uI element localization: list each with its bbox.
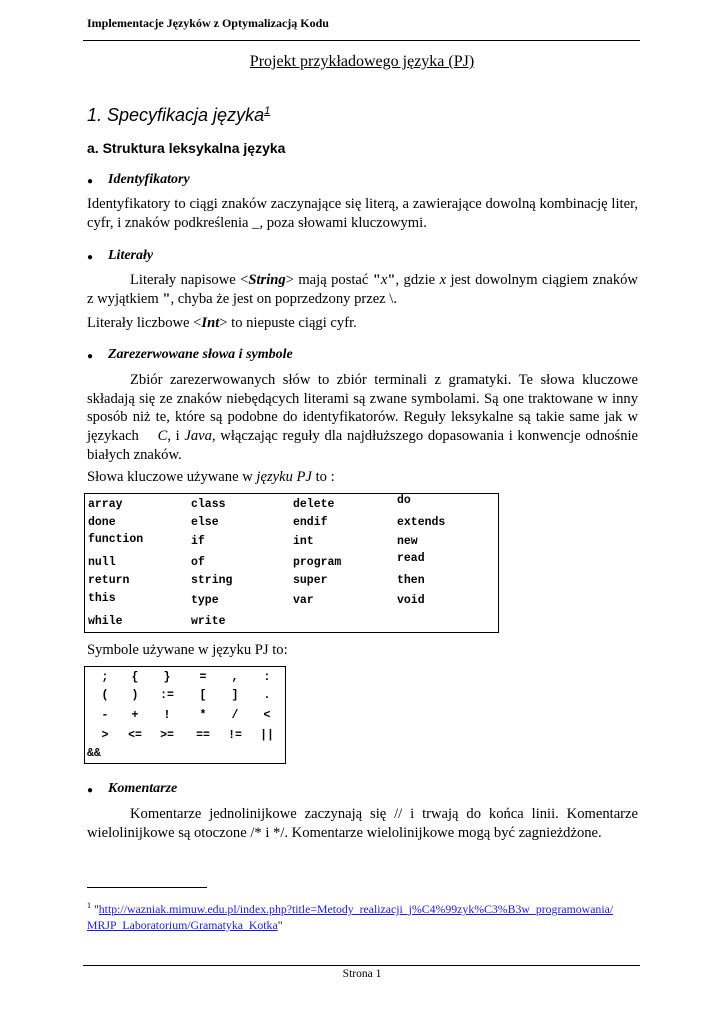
keywords-table (84, 493, 499, 633)
symbol-cell: , (231, 671, 239, 684)
symbols-table (84, 666, 286, 764)
symbol-cell: < (263, 709, 271, 722)
keyword-cell: var (293, 594, 314, 607)
symbol-cell: > (101, 729, 109, 742)
keyword-cell: do (397, 494, 411, 507)
keyword-cell: new (397, 535, 418, 548)
symbol-cell: := (160, 689, 174, 702)
bullet-komentarze (87, 781, 177, 800)
page-title: Projekt przykładowego języka (PJ) (249, 53, 475, 70)
literaly-paragraph-2: Literały liczbowe <Int> to niepuste ciągi cyfr. (87, 315, 357, 331)
symbol-cell: [ (199, 689, 207, 702)
keyword-cell: int (293, 535, 314, 548)
footer-rule (83, 965, 640, 966)
symbol-cell: >= (160, 729, 174, 742)
symbol-cell: } (163, 671, 171, 684)
section-heading-text: 1. Specyfikacja języka (87, 105, 265, 125)
keyword-cell: then (397, 574, 425, 587)
keyword-cell: program (293, 556, 342, 569)
symbol-cell: = (199, 671, 207, 684)
symbol-cell: / (231, 709, 239, 722)
symbol-cell: ) (131, 689, 139, 702)
keyword-cell: null (88, 556, 116, 569)
symbol-cell: - (101, 709, 109, 722)
section-heading (87, 105, 270, 126)
footnote: $^1$ "http://wazniak.mimuw.edu.pl/index.php?title=Metody_realizacji_j%C4%99zyk%C3%B3w_programowania/ MRJP_Laboratorium/Gramatyka_Kotka" (87, 901, 614, 932)
keyword-cell: if (191, 535, 205, 548)
komentarze-text: Komentarze jednolinijkowe zaczynają się // i trwają do końca linii. Komentarze wielolinijkowe są otoczone /* i */. Komentarze wielolinijkowe mogą być zagnieżdżone. (87, 806, 638, 841)
keyword-cell: endif (293, 516, 328, 529)
bullet-literaly (87, 248, 153, 267)
literaly-paragraph-1: Literały napisowe <String> mają postać "x", gdzie x jest dowolnym ciągiem znaków z wyjątkiem ", chyba że jest on poprzedzony przez \. (87, 272, 638, 307)
keyword-cell: write (191, 615, 226, 628)
bullet-dot: ● (87, 785, 94, 796)
keyword-cell: array (88, 498, 123, 511)
keyword-cell: class (191, 498, 226, 511)
keyword-cell: function (88, 533, 144, 546)
symbol-cell: + (131, 709, 139, 722)
symbol-cell: == (196, 729, 210, 742)
bullet-label: Komentarze (108, 781, 178, 796)
symbol-cell: . (263, 689, 271, 702)
symbols-intro: Symbole używane w języku PJ to: (87, 642, 288, 658)
bullet-label: Identyfikatory (108, 172, 190, 187)
footnote-number: 1 (87, 901, 91, 910)
keyword-cell: while (88, 615, 123, 628)
keyword-cell: string (191, 574, 233, 587)
keyword-cell: done (88, 516, 116, 529)
keyword-cell: type (191, 594, 219, 607)
symbol-cell: && (87, 747, 101, 760)
bullet-dot: ● (87, 252, 94, 263)
keyword-cell: else (191, 516, 219, 529)
keyword-cell: of (191, 556, 205, 569)
symbol-cell: : (263, 671, 271, 684)
bullet-dot: ● (87, 176, 94, 187)
subsection-heading: a. Struktura leksykalna języka (87, 140, 286, 156)
bullet-zarezerwowane (87, 347, 293, 366)
keyword-cell: super (293, 574, 328, 587)
header-rule (83, 40, 640, 41)
running-header: Implementacje Języków z Optymalizacją Kodu (87, 16, 329, 30)
symbol-cell: ; (101, 671, 109, 684)
identyfikatory-text: Identyfikatory to ciągi znaków zaczynające się literą, a zawierające dowolną kombinację liter, cyfr, i znaków podkreślenia _, poza słowami kluczowymi. (87, 196, 638, 231)
zarezerwowane-paragraph: Zbiór zarezerwowanych słów to zbiór terminali z gramatyki. Te słowa kluczowe składają się ze znaków niebędących literami są zwane symbolami. Są one traktowane w inny sposób niż te, które są podobne do identyfikatorów. Reguły leksykalne są takie same jak w językach C, i Java, włączając reguły dla najdłuższego dopasowania i konwencje odnośnie białych znaków. (87, 372, 639, 463)
page-number: Strona 1 (342, 968, 382, 980)
keyword-cell: delete (293, 498, 335, 511)
symbol-cell: ] (231, 689, 239, 702)
symbol-cell: != (228, 729, 242, 742)
footnote-ref[interactable]: 1 (264, 105, 271, 117)
keywords-intro: Słowa kluczowe używane w języku PJ to : (87, 469, 335, 485)
bullet-label: Zarezerwowane słowa i symbole (108, 347, 293, 362)
symbol-cell: * (199, 709, 207, 722)
symbol-cell: || (260, 729, 274, 742)
symbol-cell: ( (101, 689, 109, 702)
bullet-dot: ● (87, 351, 94, 362)
keyword-cell: void (397, 594, 425, 607)
bullet-identyfikatory (87, 172, 190, 191)
footnote-rule (87, 887, 207, 888)
keyword-cell: extends (397, 516, 446, 529)
symbol-cell: ! (163, 709, 171, 722)
keyword-cell: read (397, 552, 425, 565)
symbol-cell: <= (128, 729, 142, 742)
keyword-cell: return (88, 574, 130, 587)
symbol-cell: { (131, 671, 139, 684)
footnote-link[interactable]: http://wazniak.mimuw.edu.pl/index.php?title=Metody_realizacji_j%C4%99zyk%C3%B3w_programowania/ MRJP_Laboratorium/Gramatyka_Kotka (87, 901, 614, 932)
bullet-label: Literały (108, 248, 154, 263)
keyword-cell: this (88, 592, 116, 605)
